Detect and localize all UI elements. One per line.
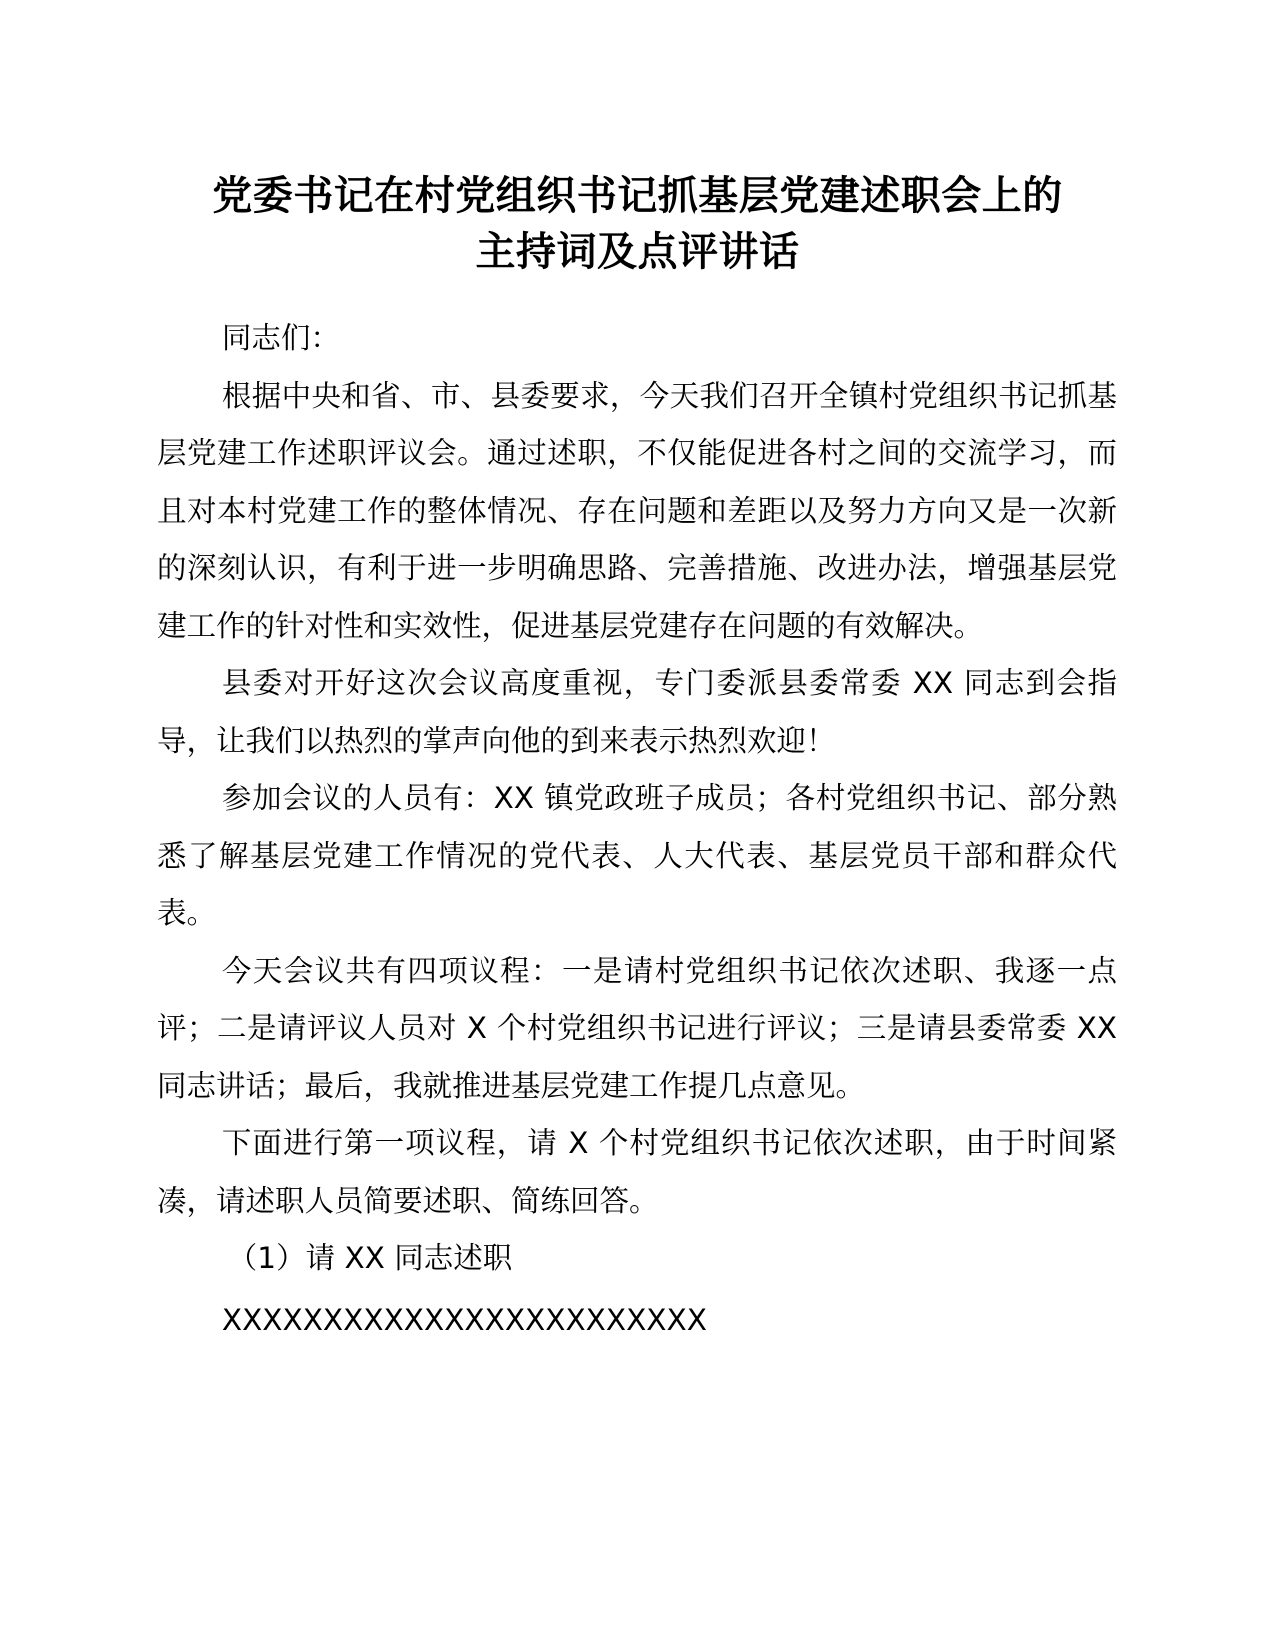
paragraph-4: 今天会议共有四项议程：一是请村党组织书记依次述职、我逐一点评；二是请评议人员对 X 个村党组织书记进行评议；三是请县委常委 XX 同志讲话；最后，我就推进基层党建工作提几点意见。 — [157, 953, 1117, 1103]
paragraph-3: 参加会议的人员有：XX 镇党政班子成员；各村党组织书记、部分熟悉了解基层党建工作情况的党代表、人大代表、基层党员干部和群众代表。 — [157, 781, 1117, 930]
title-line-2: 主持词及点评讲话 — [475, 229, 800, 275]
document-title — [140, 168, 1135, 280]
document-body — [157, 310, 1117, 1349]
title-line-1: 党委书记在村党组织书记抓基层党建述职会上的 — [212, 173, 1063, 219]
paragraph-5: 下面进行第一项议程，请 X 个村党组织书记依次述职，由于时间紧凑，请述职人员简要述职、简练回答。 — [157, 1126, 1117, 1218]
paragraph-2: 县委对开好这次会议高度重视，专门委派县委常委 XX 同志到会指导，让我们以热烈的掌声向他的到来表示热烈欢迎！ — [157, 666, 1117, 758]
salutation: 同志们： — [221, 321, 340, 355]
placeholder-line: XXXXXXXXXXXXXXXXXXXXXXXX — [221, 1302, 707, 1337]
agenda-item-1: （1）请 XX 同志述职 — [227, 1241, 513, 1275]
paragraph-1: 根据中央和省、市、县委要求，今天我们召开全镇村党组织书记抓基层党建工作述职评议会。通过述职，不仅能促进各村之间的交流学习，而且对本村党建工作的整体情况、存在问题和差距以及努力方向又是一次新的深刻认识，有利于进一步明确思路、完善措施、改进办法，增强基层党建工作的针对性和实效性，促进基层党建存在问题的有效解决。 — [157, 378, 1117, 643]
